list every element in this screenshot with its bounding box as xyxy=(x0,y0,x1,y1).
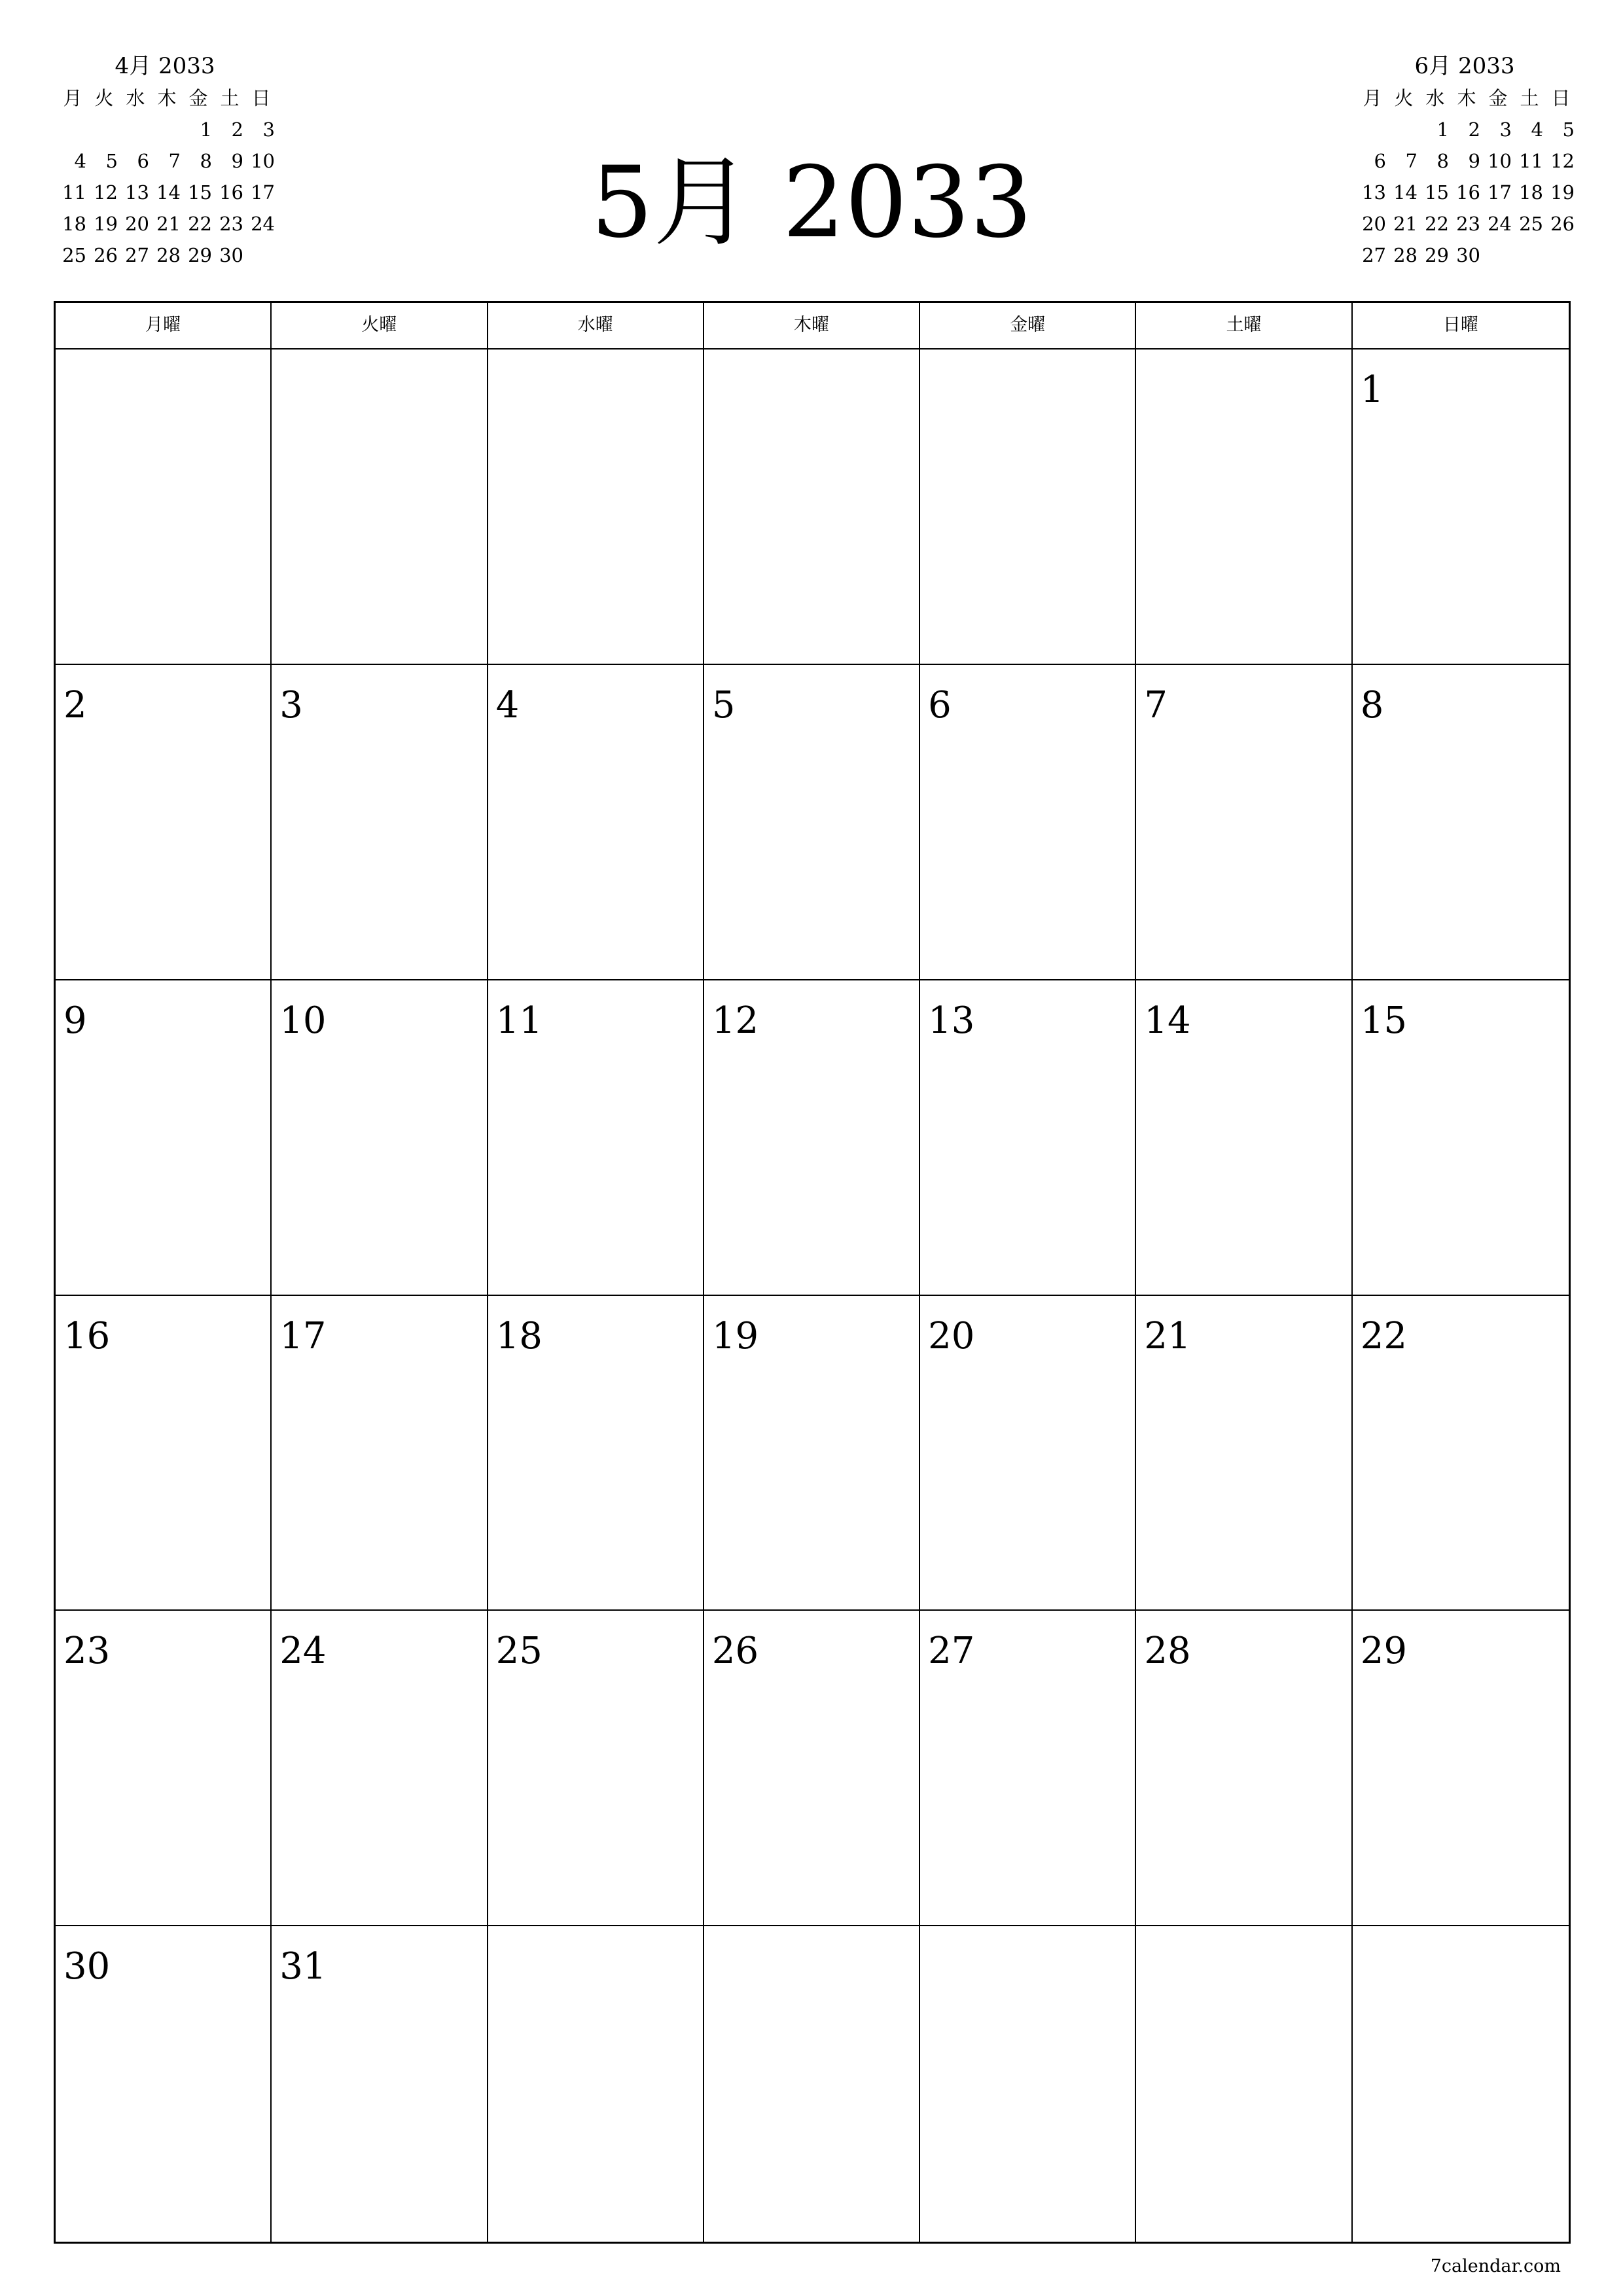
weekday-header: 月曜 xyxy=(56,303,272,350)
mini-day: 22 xyxy=(188,213,212,235)
day-cell xyxy=(1136,350,1352,665)
mini-weekday-label: 金 xyxy=(1488,87,1508,109)
mini-day: 2 xyxy=(231,118,243,141)
mini-day: 16 xyxy=(219,181,243,204)
weekday-header: 土曜 xyxy=(1136,303,1352,350)
mini-day: 17 xyxy=(1488,181,1512,204)
mini-day: 27 xyxy=(125,244,149,266)
mini-day: 15 xyxy=(188,181,212,204)
mini-day: 30 xyxy=(219,244,243,266)
mini-day: 13 xyxy=(125,181,149,204)
weekday-header: 水曜 xyxy=(488,303,704,350)
day-cell xyxy=(704,980,920,1296)
day-cell xyxy=(1136,980,1352,1296)
day-number: 1 xyxy=(1360,368,1384,411)
day-cell xyxy=(272,1611,488,1926)
day-cell xyxy=(1136,1926,1352,2242)
day-number: 30 xyxy=(63,1945,111,1988)
mini-day: 23 xyxy=(219,213,243,235)
mini-day: 18 xyxy=(62,213,86,235)
mini-day: 14 xyxy=(156,181,181,204)
day-cell xyxy=(704,665,920,980)
mini-calendar-next-month xyxy=(1355,50,1575,271)
mini-day xyxy=(1543,240,1575,271)
day-number: 6 xyxy=(928,683,952,726)
mini-weekday-label: 木 xyxy=(1457,87,1476,109)
day-number: 12 xyxy=(711,999,759,1042)
day-number: 11 xyxy=(495,999,543,1042)
mini-day xyxy=(149,114,181,145)
mini-weekday-label: 火 xyxy=(94,87,114,109)
day-number: 14 xyxy=(1144,999,1191,1042)
day-cell xyxy=(56,350,272,665)
site-credit: 7calendar.com xyxy=(1430,2256,1561,2276)
day-number: 15 xyxy=(1360,999,1407,1042)
mini-day: 10 xyxy=(251,150,275,172)
day-number: 4 xyxy=(495,683,520,726)
mini-day: 6 xyxy=(1374,150,1386,172)
day-cell xyxy=(488,1611,704,1926)
mini-day: 26 xyxy=(1550,213,1575,235)
day-cell xyxy=(704,1296,920,1611)
day-cell xyxy=(920,1926,1136,2242)
month-grid xyxy=(54,301,1571,2244)
mini-day: 26 xyxy=(94,244,118,266)
page-title: 5月 2033 xyxy=(590,146,1033,260)
mini-day xyxy=(243,240,275,271)
day-number: 17 xyxy=(279,1314,327,1357)
mini-day xyxy=(1512,240,1543,271)
mini-weekday-label: 土 xyxy=(1520,87,1539,109)
day-number: 16 xyxy=(63,1314,111,1357)
mini-weekday-label: 日 xyxy=(251,87,271,109)
mini-day: 7 xyxy=(1405,150,1418,172)
mini-day: 21 xyxy=(156,213,181,235)
mini-day: 6 xyxy=(137,150,149,172)
mini-day xyxy=(118,114,149,145)
mini-day: 20 xyxy=(125,213,149,235)
day-cell xyxy=(1136,665,1352,980)
weekday-header: 木曜 xyxy=(704,303,920,350)
day-number: 8 xyxy=(1360,683,1384,726)
day-cell xyxy=(1353,350,1569,665)
mini-day: 17 xyxy=(251,181,275,204)
mini-day: 4 xyxy=(74,150,86,172)
day-number: 28 xyxy=(1144,1630,1191,1673)
mini-day: 8 xyxy=(200,150,212,172)
day-number: 7 xyxy=(1144,683,1168,726)
mini-calendar-grid xyxy=(1355,82,1575,271)
day-cell xyxy=(704,350,920,665)
mini-day: 24 xyxy=(251,213,275,235)
mini-day xyxy=(1355,114,1386,145)
mini-day: 15 xyxy=(1425,181,1449,204)
day-number: 5 xyxy=(711,683,736,726)
day-number: 29 xyxy=(1360,1630,1407,1673)
day-cell xyxy=(1353,980,1569,1296)
mini-day: 24 xyxy=(1488,213,1512,235)
day-number: 10 xyxy=(279,999,327,1042)
mini-day: 11 xyxy=(62,181,86,204)
mini-day: 23 xyxy=(1456,213,1480,235)
day-cell xyxy=(56,980,272,1296)
mini-calendar-prev-month xyxy=(55,50,275,271)
day-cell xyxy=(56,1926,272,2242)
mini-day: 13 xyxy=(1362,181,1386,204)
weekday-header: 金曜 xyxy=(920,303,1136,350)
day-cell xyxy=(920,1611,1136,1926)
day-cell xyxy=(56,665,272,980)
day-cell xyxy=(920,980,1136,1296)
mini-day: 20 xyxy=(1362,213,1386,235)
day-cell xyxy=(56,1296,272,1611)
mini-day: 28 xyxy=(156,244,181,266)
weekday-header: 日曜 xyxy=(1353,303,1569,350)
day-number: 31 xyxy=(279,1945,327,1988)
day-cell xyxy=(272,665,488,980)
day-cell xyxy=(1353,1611,1569,1926)
mini-day: 5 xyxy=(1562,118,1575,141)
day-cell xyxy=(272,1296,488,1611)
mini-day: 8 xyxy=(1436,150,1449,172)
mini-day xyxy=(1480,240,1512,271)
day-cell xyxy=(488,1296,704,1611)
day-number: 19 xyxy=(711,1314,759,1357)
mini-calendar-title: 6月 2033 xyxy=(1414,53,1515,79)
day-number: 18 xyxy=(495,1314,543,1357)
mini-day: 11 xyxy=(1519,150,1543,172)
mini-day: 25 xyxy=(1519,213,1543,235)
day-cell xyxy=(1136,1296,1352,1611)
day-number: 13 xyxy=(928,999,975,1042)
mini-day: 12 xyxy=(1550,150,1575,172)
day-number: 25 xyxy=(495,1630,543,1673)
mini-day: 19 xyxy=(1550,181,1575,204)
mini-day: 5 xyxy=(105,150,118,172)
mini-weekday-label: 月 xyxy=(1363,87,1382,109)
mini-day: 2 xyxy=(1468,118,1480,141)
mini-day: 29 xyxy=(188,244,212,266)
day-cell xyxy=(488,980,704,1296)
mini-weekday-label: 火 xyxy=(1394,87,1414,109)
mini-weekday-label: 木 xyxy=(157,87,177,109)
mini-day: 7 xyxy=(168,150,181,172)
day-cell xyxy=(56,1611,272,1926)
mini-day: 30 xyxy=(1456,244,1480,266)
mini-weekday-label: 日 xyxy=(1551,87,1571,109)
day-cell xyxy=(488,350,704,665)
day-cell xyxy=(488,1926,704,2242)
day-cell xyxy=(704,1926,920,2242)
mini-day: 10 xyxy=(1488,150,1512,172)
day-cell xyxy=(920,665,1136,980)
mini-day: 14 xyxy=(1393,181,1418,204)
mini-day: 1 xyxy=(1436,118,1449,141)
mini-weekday-label: 土 xyxy=(220,87,240,109)
mini-weekday-label: 水 xyxy=(1425,87,1445,109)
weekday-header: 火曜 xyxy=(272,303,488,350)
mini-calendar-title: 4月 2033 xyxy=(115,53,215,79)
day-cell xyxy=(1353,665,1569,980)
mini-day: 9 xyxy=(1468,150,1480,172)
mini-day: 28 xyxy=(1393,244,1418,266)
mini-day: 21 xyxy=(1393,213,1418,235)
day-number: 2 xyxy=(63,683,87,726)
day-cell xyxy=(272,1926,488,2242)
day-cell xyxy=(272,350,488,665)
day-cell xyxy=(1353,1926,1569,2242)
mini-day: 1 xyxy=(200,118,212,141)
day-number: 9 xyxy=(63,999,87,1042)
mini-weekday-label: 金 xyxy=(188,87,208,109)
mini-day: 4 xyxy=(1531,118,1543,141)
mini-day: 3 xyxy=(262,118,275,141)
mini-day: 18 xyxy=(1519,181,1543,204)
mini-day xyxy=(55,114,86,145)
day-number: 21 xyxy=(1144,1314,1191,1357)
day-number: 24 xyxy=(279,1630,327,1673)
mini-day: 27 xyxy=(1362,244,1386,266)
day-number: 23 xyxy=(63,1630,111,1673)
day-cell xyxy=(272,980,488,1296)
mini-day: 29 xyxy=(1425,244,1449,266)
mini-weekday-label: 水 xyxy=(126,87,145,109)
mini-day: 22 xyxy=(1425,213,1449,235)
day-cell xyxy=(704,1611,920,1926)
day-number: 22 xyxy=(1360,1314,1407,1357)
mini-day: 9 xyxy=(231,150,243,172)
mini-day xyxy=(1386,114,1418,145)
mini-day: 19 xyxy=(94,213,118,235)
mini-day xyxy=(86,114,118,145)
day-number: 26 xyxy=(711,1630,759,1673)
day-cell xyxy=(1136,1611,1352,1926)
mini-day: 25 xyxy=(62,244,86,266)
mini-day: 16 xyxy=(1456,181,1480,204)
day-number: 20 xyxy=(928,1314,975,1357)
mini-calendar-grid xyxy=(55,82,275,271)
day-cell xyxy=(488,665,704,980)
day-number: 27 xyxy=(928,1630,975,1673)
day-number: 3 xyxy=(279,683,303,726)
day-cell xyxy=(1353,1296,1569,1611)
mini-day: 12 xyxy=(94,181,118,204)
mini-weekday-label: 月 xyxy=(63,87,82,109)
day-cell xyxy=(920,1296,1136,1611)
day-cell xyxy=(920,350,1136,665)
mini-day: 3 xyxy=(1499,118,1512,141)
